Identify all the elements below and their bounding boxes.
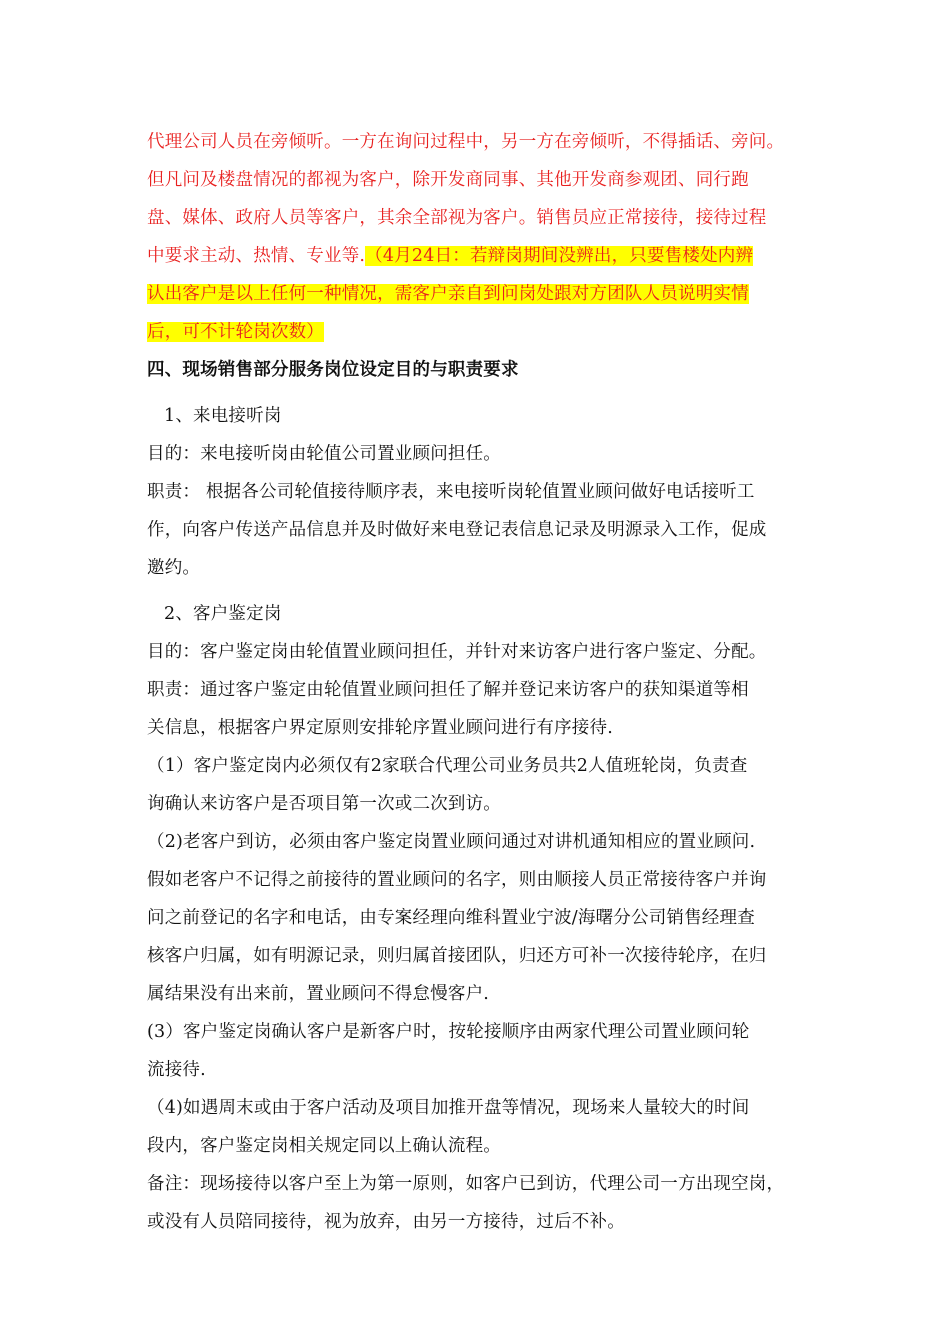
post2-title: 2、客户鉴定岗 xyxy=(164,604,282,624)
post2-duty-line-1: 职责：通过客户鉴定由轮值置业顾问担任了解并登记来访客户的获知渠道等相 xyxy=(147,680,749,700)
highlighted-note-start: （4月24日：若辩岗期间没辨出，只要售楼处内辨 xyxy=(365,246,754,266)
red-line-1: 代理公司人员在旁倾听。一方在询问过程中，另一方在旁倾听，不得插话、旁问。 xyxy=(147,132,785,152)
item-1-line-1: （1）客户鉴定岗内必须仅有2家联合代理公司业务员共2人值班轮岗，负责查 xyxy=(147,756,748,776)
post2-purpose: 目的：客户鉴定岗由轮值置业顾问担任，并针对来访客户进行客户鉴定、分配。 xyxy=(147,642,767,662)
item-1-line-2: 询确认来访客户是否项目第一次或二次到访。 xyxy=(147,794,501,814)
highlighted-note-middle: 认出客户是以上任何一种情况，需客户亲自到问岗处跟对方团队人员说明实情 xyxy=(147,284,749,304)
red-line-4 xyxy=(147,237,812,275)
item-4-line-1: （4)如遇周末或由于客户活动及项目加推开盘等情况，现场来人量较大的时间 xyxy=(147,1098,750,1118)
item-2-line-5: 属结果没有出来前，置业顾问不得怠慢客户. xyxy=(147,984,490,1004)
red-line-3: 盘、媒体、政府人员等客户，其余全部视为客户。销售员应正常接待，接待过程 xyxy=(147,208,767,228)
item-3-line-2: 流接待. xyxy=(147,1060,206,1080)
post1-purpose: 目的：来电接听岗由轮值公司置业顾问担任。 xyxy=(147,444,501,464)
red-paragraph xyxy=(147,123,812,351)
post1-duty-line-1: 职责： 根据各公司轮值接待顺序表，来电接听岗轮值置业顾问做好电话接听工 xyxy=(147,482,755,502)
post2-duty-line-2: 关信息，根据客户界定原则安排轮序置业顾问进行有序接待. xyxy=(147,718,613,738)
post1-duty-line-3: 邀约。 xyxy=(147,558,201,578)
post1-title: 1、来电接听岗 xyxy=(164,406,282,426)
item-2-line-1: （2)老客户到访，必须由客户鉴定岗置业顾问通过对讲机通知相应的置业顾问. xyxy=(147,832,756,852)
red-line-2: 但凡问及楼盘情况的都视为客户，除开发商同事、其他开发商参观团、同行跑 xyxy=(147,170,749,190)
item-2-line-2: 假如老客户不记得之前接待的置业顾问的名字，则由顺接人员正常接待客户并询 xyxy=(147,870,767,890)
note-line-1: 备注：现场接待以客户至上为第一原则，如客户已到访，代理公司一方出现空岗， xyxy=(147,1174,785,1194)
item-4-line-2: 段内，客户鉴定岗相关规定同以上确认流程。 xyxy=(147,1136,501,1156)
item-2-line-3: 问之前登记的名字和电话，由专案经理向维科置业宁波/海曙分公司销售经理查 xyxy=(147,908,755,928)
note-line-2: 或没有人员陪同接待，视为放弃，由另一方接待，过后不补。 xyxy=(147,1212,625,1232)
red-line-5 xyxy=(147,275,812,313)
section-heading: 四、现场销售部分服务岗位设定目的与职责要求 xyxy=(147,360,519,380)
highlighted-note-end: 后，可不计轮岗次数） xyxy=(147,322,324,342)
red-line-6 xyxy=(147,313,812,351)
post1-duty-line-2: 作，向客户传送产品信息并及时做好来电登记表信息记录及明源录入工作，促成 xyxy=(147,520,767,540)
item-2-line-4: 核客户归属，如有明源记录，则归属首接团队，归还方可补一次接待轮序，在归 xyxy=(147,946,767,966)
item-3-line-1: (3）客户鉴定岗确认客户是新客户时，按轮接顺序由两家代理公司置业顾问轮 xyxy=(147,1022,750,1042)
document-page xyxy=(147,123,812,1241)
red-line-4-plain: 中要求主动、热情、专业等. xyxy=(147,246,366,266)
